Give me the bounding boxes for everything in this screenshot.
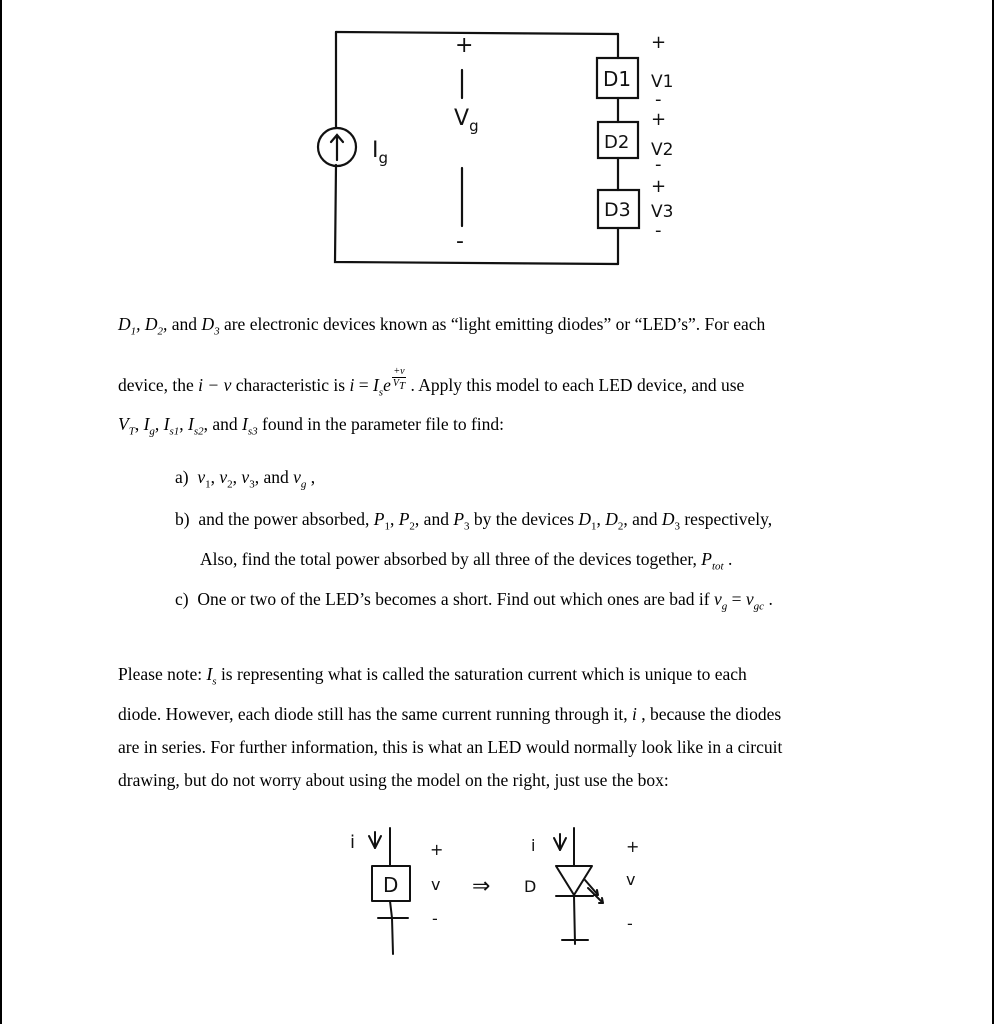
device-label-d3: D3 xyxy=(604,199,631,221)
led-right-v: v xyxy=(626,870,636,889)
vg-plus: + xyxy=(455,33,474,58)
intro-line-2: device, the i − v characteristic is $i = I_se$ $\frac{+v}{V_T}$ . Apply this model to each LED device, and use xyxy=(118,366,745,399)
led-right-d-label: D xyxy=(524,877,537,896)
intro-line-1: $D_1$, $D_2$, and $D_3$ are electronic devices known as “light emitting diodes” or “LED’s”. For each xyxy=(118,314,766,338)
transform-arrow: ⇒ xyxy=(472,874,491,899)
question-c: c) One or two of the LED’s becomes a short. Find out which ones are bad if $v_g = v_{gc}$ . xyxy=(175,589,773,613)
question-b: b) and the power absorbed, $P_1$, $P_2$, and $P_3$ by the devices $D_1$, $D_2$, and $D_3$ respectively, xyxy=(175,509,773,533)
v1-plus: + xyxy=(651,32,667,53)
led-left-minus: - xyxy=(432,909,438,928)
vg-label: $V_g$ xyxy=(454,106,479,135)
device-label-d2: D2 xyxy=(604,132,630,153)
exponent-fraction: $\frac{+v}{V_T}$ xyxy=(392,366,406,392)
v3-plus: + xyxy=(651,176,667,197)
device-list: $D_1$, $D_2$, xyxy=(118,314,172,338)
v3-minus: - xyxy=(655,220,662,241)
question-a: a) $v_1$, $v_2$, $v_3$, and $v_g$ , xyxy=(175,467,316,491)
v2-plus: + xyxy=(651,109,667,130)
v2-minus: - xyxy=(655,154,662,175)
vg-minus: - xyxy=(456,229,464,254)
led-left-current: i xyxy=(350,832,356,853)
note-line-4: drawing, but do not worry about using the model on the right, just use the box: xyxy=(118,770,669,790)
led-right-plus: + xyxy=(626,837,640,856)
v3-label: V3 xyxy=(651,202,674,222)
current-source-label: $I_g$ xyxy=(372,138,389,167)
note-line-1: Please note: $I_s$ is representing what is called the saturation current which is unique to each xyxy=(118,664,747,688)
device-label-d1: D1 xyxy=(603,67,632,91)
note-line-3: are in series. For further information, this is what an LED would normally look like in a circuit xyxy=(118,737,783,757)
led-right-current: i xyxy=(531,836,536,855)
led-box-label: D xyxy=(383,873,399,897)
v1-minus: - xyxy=(655,89,662,110)
v1-label: V1 xyxy=(651,72,674,92)
led-left-plus: + xyxy=(430,840,444,859)
intro-line-3: $V_T$, $I_g$, $I_{s1}$, $I_{s2}$, and $I_{s3}$ found in the parameter file to find: xyxy=(118,414,505,438)
circuit-diagram xyxy=(0,0,994,300)
led-box xyxy=(372,866,410,901)
question-b-line-2: Also, find the total power absorbed by all three of the devices together, $P_{tot}$ . xyxy=(200,549,733,573)
led-right-minus: - xyxy=(627,914,633,933)
note-line-2: diode. However, each diode still has the same current running through it, i , because the diodes xyxy=(118,704,782,724)
led-left-v: v xyxy=(431,875,441,894)
v2-label: V2 xyxy=(651,140,674,160)
